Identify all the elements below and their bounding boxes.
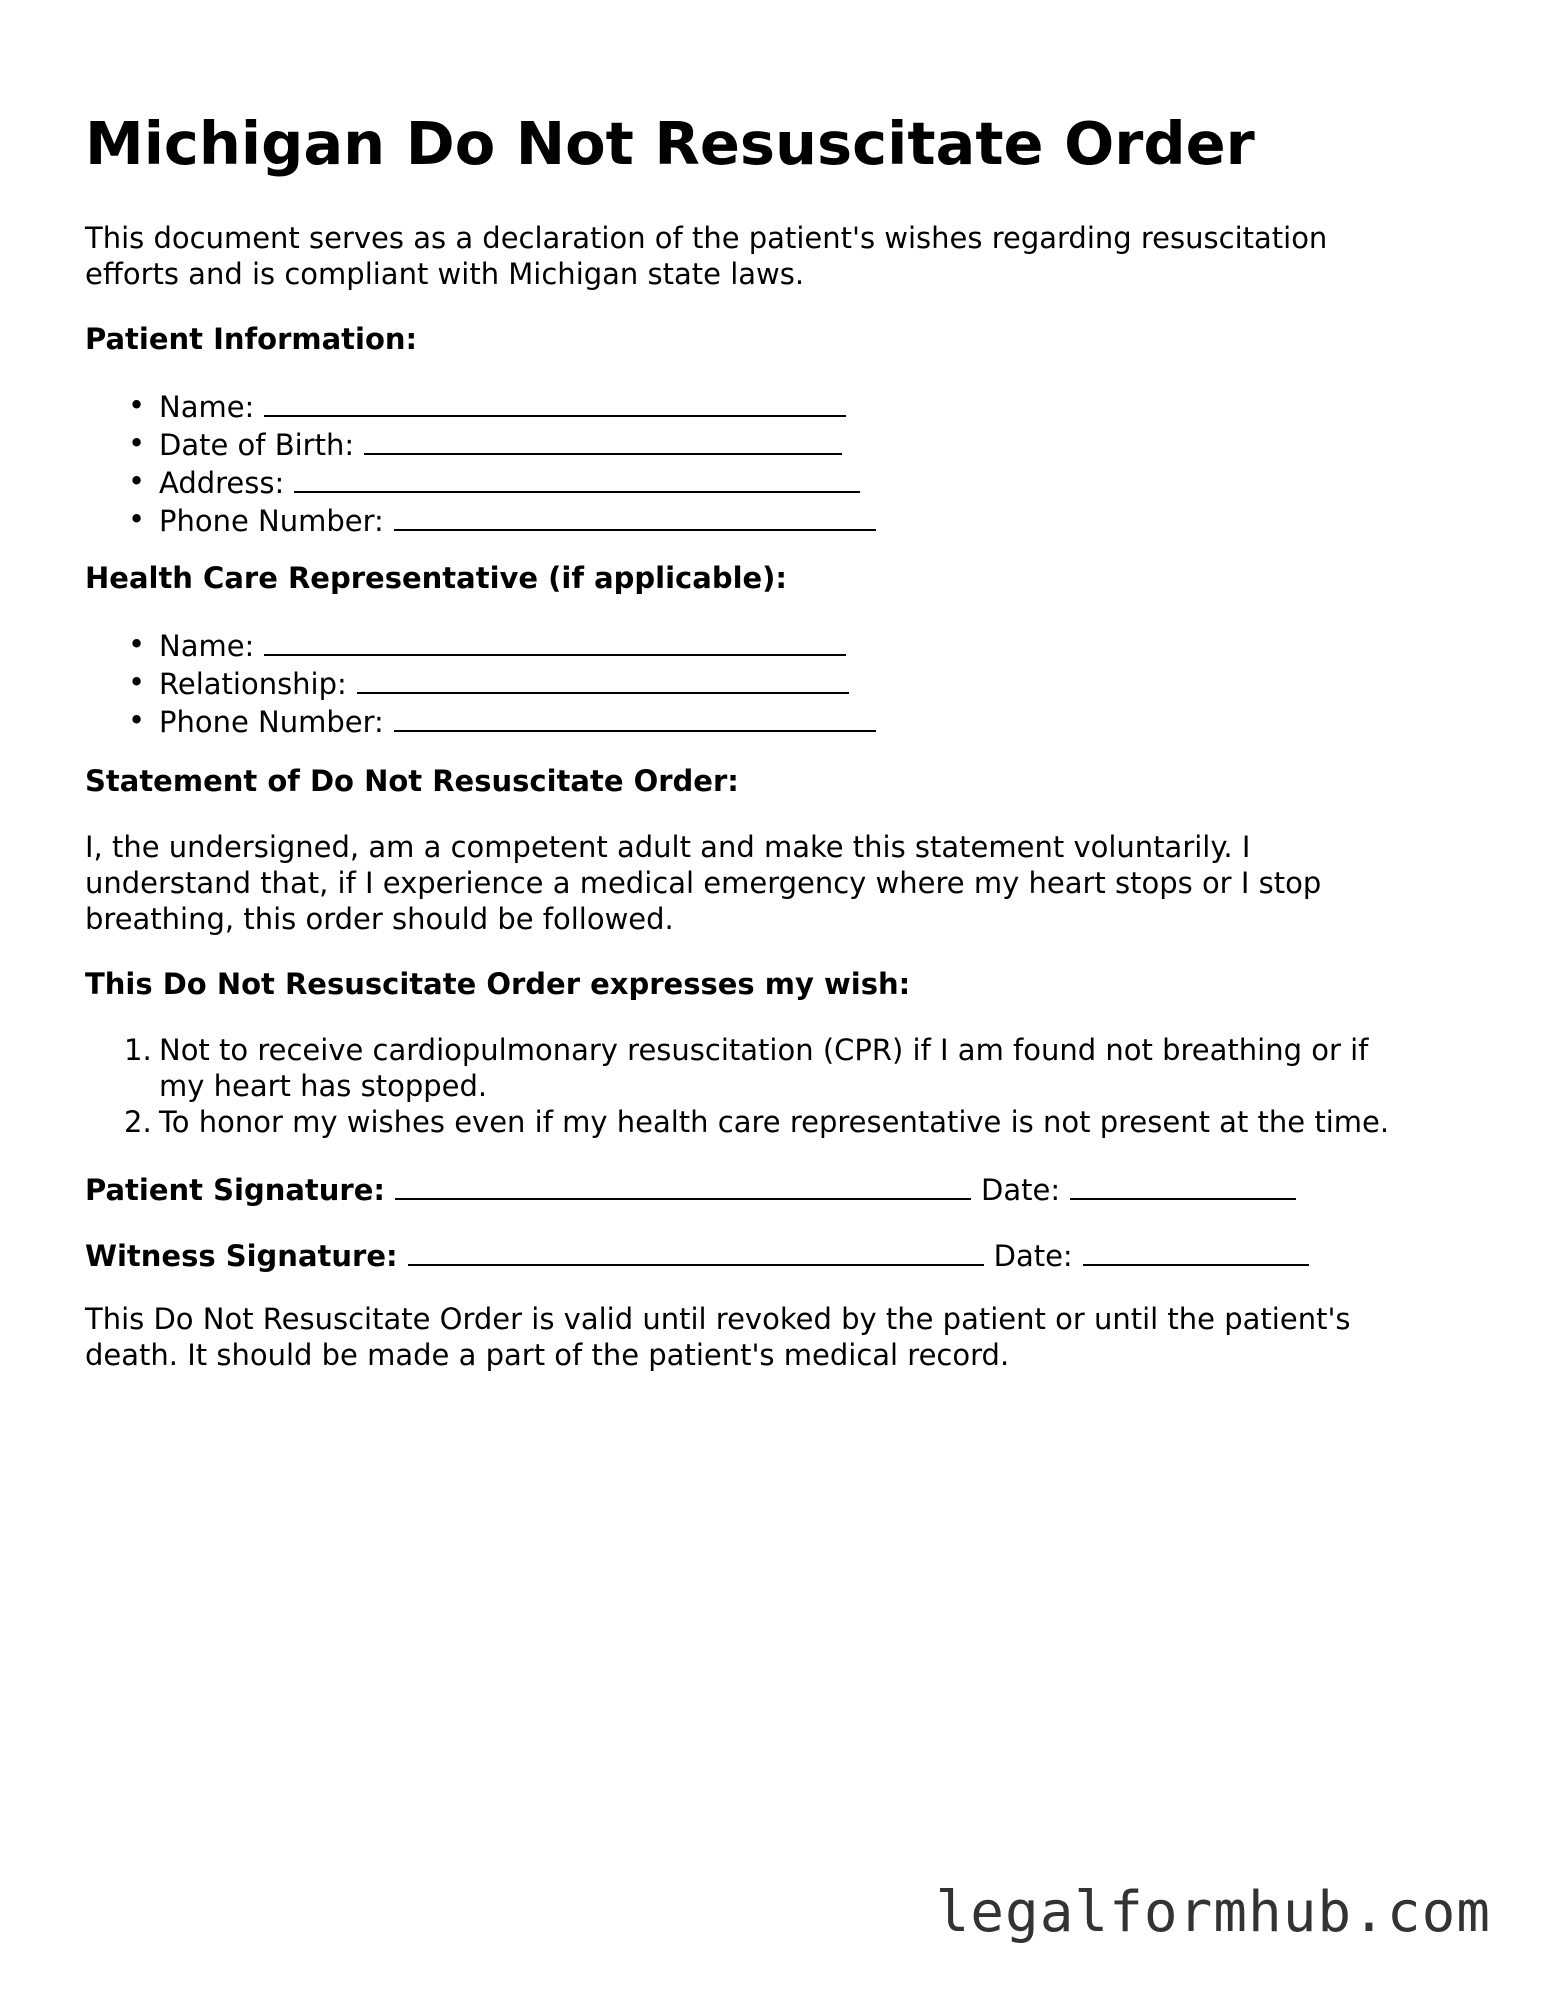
patient-address-label: Address:: [159, 466, 285, 500]
intro-line-1: This document serves as a declaration of the patient's wishes regarding resuscitation: [85, 221, 1328, 255]
patient-phone-label: Phone Number:: [159, 504, 384, 538]
representative-name-item: [85, 626, 876, 664]
representative-phone-item: [85, 702, 876, 740]
bullet-icon: •: [128, 703, 146, 737]
wish-item-1-continued: [85, 1068, 1389, 1104]
closing-line-2: death. It should be made a part of the patient's medical record.: [85, 1338, 1010, 1372]
patient-info-list: [85, 387, 876, 539]
wish-number-2: 2.: [124, 1105, 152, 1139]
intro-line-2: efforts and is compliant with Michigan state laws.: [85, 257, 805, 291]
patient-dob-item: [85, 425, 876, 463]
statement-line-1: I, the undersigned, am a competent adult and make this statement voluntarily. I: [85, 830, 1251, 864]
patient-signature-row: [85, 1170, 1296, 1208]
witness-signature-label: Witness Signature:: [85, 1239, 398, 1273]
document-title: Michigan Do Not Resuscitate Order: [85, 109, 1255, 178]
representative-list: [85, 626, 876, 740]
patient-name-label: Name:: [159, 390, 255, 424]
witness-date-field[interactable]: [1083, 1236, 1309, 1266]
representative-relationship-item: [85, 664, 876, 702]
patient-address-item: [85, 463, 876, 501]
bullet-icon: •: [128, 464, 146, 498]
patient-date-label: Date:: [981, 1173, 1061, 1207]
wish-1-line-2: my heart has stopped.: [159, 1069, 488, 1103]
bullet-icon: •: [128, 388, 146, 422]
witness-date-label: Date:: [993, 1239, 1073, 1273]
bullet-icon: •: [128, 665, 146, 699]
representative-phone-field[interactable]: [394, 702, 876, 732]
bullet-icon: •: [128, 502, 146, 536]
patient-signature-field[interactable]: [395, 1170, 971, 1200]
wish-item-2: [85, 1104, 1389, 1140]
bullet-icon: •: [128, 426, 146, 460]
statement-line-3: breathing, this order should be followed.: [85, 902, 674, 936]
patient-address-field[interactable]: [294, 463, 860, 493]
wishes-heading: This Do Not Resuscitate Order expresses my wish:: [85, 967, 911, 1001]
witness-signature-row: [85, 1236, 1309, 1274]
patient-name-item: [85, 387, 876, 425]
patient-dob-field[interactable]: [364, 425, 842, 455]
wish-1-line-1: Not to receive cardiopulmonary resuscitation (CPR) if I am found not breathing or if: [159, 1033, 1369, 1067]
representative-phone-label: Phone Number:: [159, 705, 384, 739]
wish-2-line-1: To honor my wishes even if my health care representative is not present at the time.: [159, 1105, 1390, 1139]
closing-line-1: This Do Not Resuscitate Order is valid until revoked by the patient or until the patient's: [85, 1302, 1351, 1336]
representative-relationship-label: Relationship:: [159, 667, 347, 701]
statement-line-2: understand that, if I experience a medical emergency where my heart stops or I stop: [85, 866, 1322, 900]
patient-date-field[interactable]: [1070, 1170, 1296, 1200]
wish-item-1: [85, 1032, 1389, 1068]
representative-name-field[interactable]: [264, 626, 846, 656]
representative-relationship-field[interactable]: [357, 664, 849, 694]
wishes-list: [85, 1032, 1389, 1140]
statement-heading: Statement of Do Not Resuscitate Order:: [85, 764, 739, 798]
patient-phone-item: [85, 501, 876, 539]
patient-dob-label: Date of Birth:: [159, 428, 355, 462]
patient-phone-field[interactable]: [394, 501, 876, 531]
site-watermark: legalformhub.com: [935, 1880, 1491, 1945]
witness-signature-field[interactable]: [408, 1236, 984, 1266]
representative-heading: Health Care Representative (if applicable):: [85, 561, 788, 595]
patient-signature-label: Patient Signature:: [85, 1173, 385, 1207]
representative-name-label: Name:: [159, 629, 255, 663]
patient-info-heading: Patient Information:: [85, 322, 418, 356]
wish-number-1: 1.: [124, 1033, 152, 1067]
patient-name-field[interactable]: [264, 387, 846, 417]
bullet-icon: •: [128, 627, 146, 661]
